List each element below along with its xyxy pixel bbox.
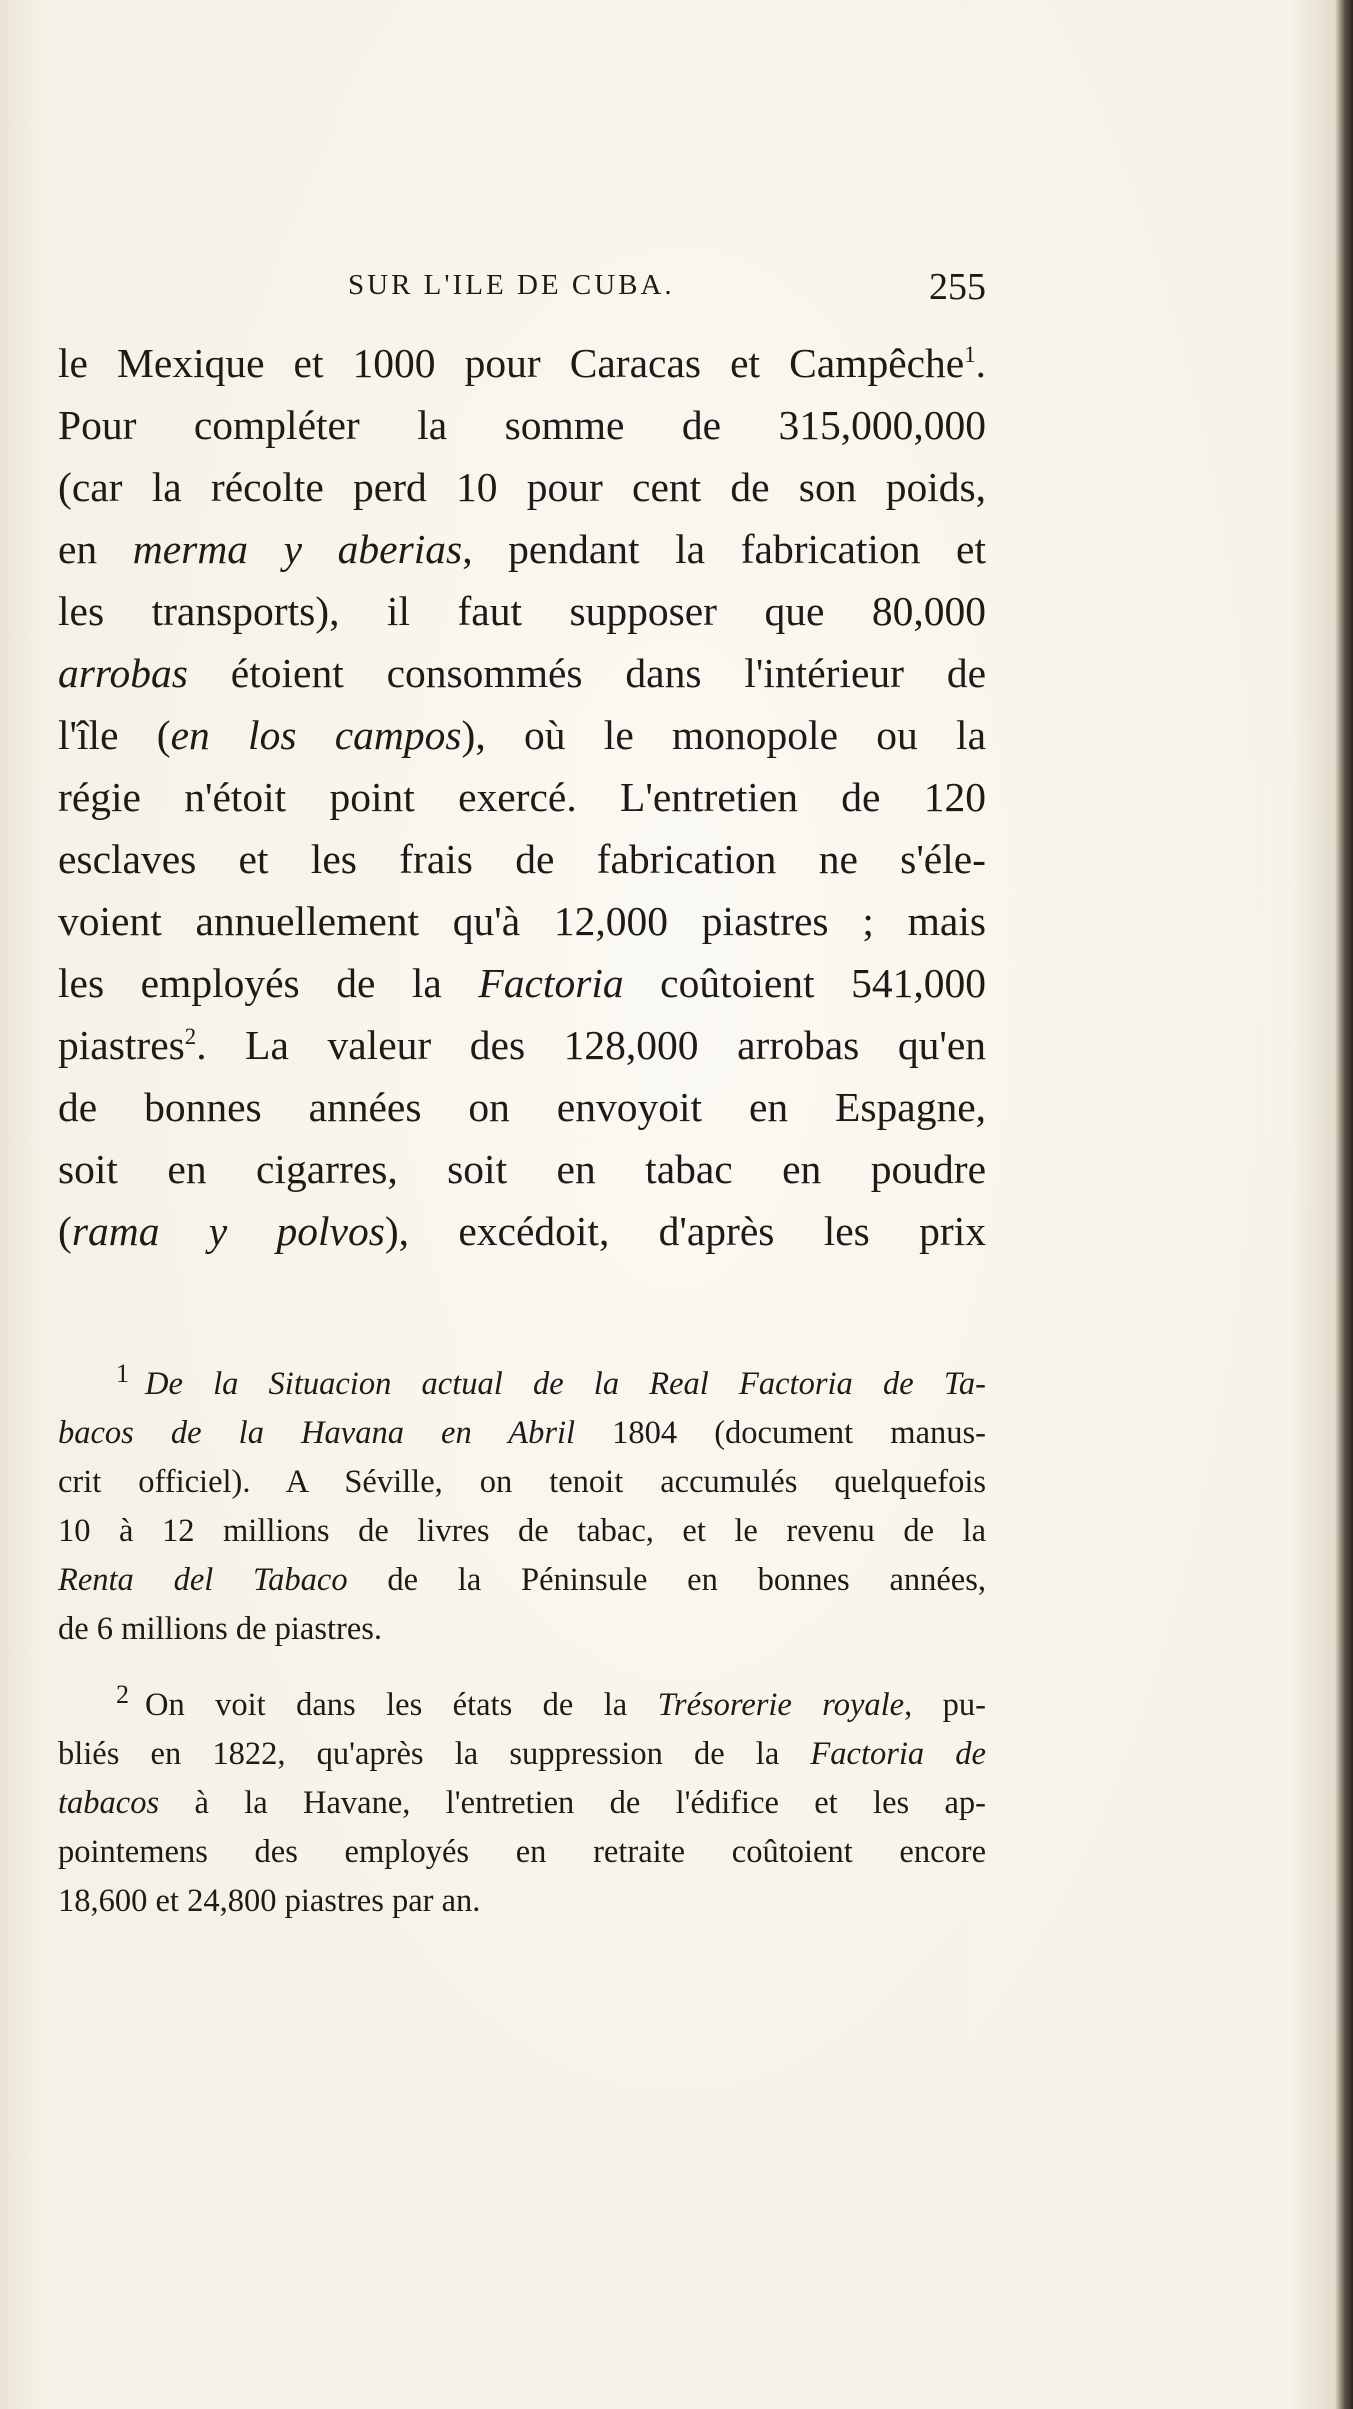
text-line	[58, 456, 986, 518]
text-run: les employés de la	[58, 960, 479, 1006]
footnotes	[58, 1360, 986, 1926]
text-run: Pour compléter la somme de 315,000,000	[58, 402, 986, 448]
text-run: voient annuellement qu'à 12,000 piastres ; mais	[58, 898, 986, 944]
footnote	[58, 1360, 986, 1654]
footnote-line	[58, 1556, 986, 1605]
text-run: soit en cigarres, soit en tabac en poudre	[58, 1146, 986, 1192]
text-line	[58, 766, 986, 828]
text-line	[58, 952, 986, 1014]
footnote-spacer	[58, 1654, 986, 1681]
text-run: 1804 (document manus-	[575, 1415, 986, 1451]
footnote-number: 1	[116, 1359, 129, 1389]
text-line	[58, 704, 986, 766]
footnote-line	[58, 1360, 986, 1409]
text-run: esclaves et les frais de fabrication ne s'éle-	[58, 836, 986, 882]
italic-text: De la Situacion actual de la Real Factoria de Ta-	[145, 1366, 986, 1402]
italic-text: merma y aberias	[132, 526, 463, 572]
footnote-line	[58, 1409, 986, 1458]
text-run: On voit dans les états de la	[145, 1687, 658, 1723]
text-line	[58, 890, 986, 952]
text-run: , pu-	[904, 1687, 986, 1723]
italic-text: Renta del Tabaco	[58, 1562, 348, 1598]
footnote-line	[58, 1779, 986, 1828]
text-run: 10 à 12 millions de livres de tabac, et le revenu de la	[58, 1513, 986, 1549]
italic-text: Trésorerie royale	[657, 1687, 905, 1723]
text-run: bliés en 1822, qu'après la suppression de la	[58, 1736, 811, 1772]
italic-text: en los campos	[170, 712, 462, 758]
footnote-number: 2	[116, 1680, 129, 1710]
text-line	[58, 1014, 986, 1076]
footnote-marker	[116, 1680, 129, 1723]
text-line	[58, 332, 986, 394]
text-line	[58, 580, 986, 642]
text-line	[58, 1076, 986, 1138]
footnote-line	[58, 1507, 986, 1556]
page-header	[58, 265, 986, 315]
text-run: en	[58, 526, 133, 572]
italic-text: arrobas	[58, 650, 188, 696]
text-line	[58, 642, 986, 704]
italic-text: Factoria	[478, 960, 624, 1006]
text-line	[58, 1138, 986, 1200]
text-run: .	[975, 340, 986, 386]
footnote-reference: 2	[184, 1024, 197, 1050]
text-line	[58, 394, 986, 456]
text-run: les transports), il faut supposer que 80,000	[58, 588, 986, 634]
italic-text: tabacos	[58, 1785, 160, 1821]
text-run: crit officiel). A Séville, on tenoit accumulés quelquefois	[58, 1464, 986, 1500]
text-run: régie n'étoit point exercé. L'entretien de 120	[58, 774, 986, 820]
text-run: ), où le monopole ou la	[461, 712, 987, 758]
text-run: le Mexique et 1000 pour Caracas et Campêche	[58, 340, 965, 386]
text-run: (car la récolte perd 10 pour cent de son poids,	[58, 464, 986, 510]
text-run: 18,600 et 24,800 piastres par an.	[58, 1883, 481, 1919]
italic-text: bacos de la Havana en Abril	[58, 1415, 576, 1451]
main-text	[58, 332, 986, 1262]
text-line	[58, 518, 986, 580]
text-run: à la Havane, l'entretien de l'édifice et les ap-	[159, 1785, 986, 1821]
text-line	[58, 828, 986, 890]
italic-text: Factoria de	[810, 1736, 986, 1772]
text-run: de 6 millions de piastres.	[58, 1611, 383, 1647]
text-run: . La valeur des 128,000 arrobas qu'en	[196, 1022, 986, 1068]
text-run: , pendant la fabrication et	[462, 526, 986, 572]
footnote-line	[58, 1458, 986, 1507]
footnote-line	[58, 1730, 986, 1779]
text-line	[58, 1200, 986, 1262]
footnote-marker	[116, 1359, 129, 1402]
text-run: l'île (	[58, 712, 171, 758]
footnote-line	[58, 1828, 986, 1877]
text-run: ), excédoit, d'après les prix	[384, 1208, 986, 1254]
text-run: piastres	[58, 1022, 185, 1068]
footnote-line	[58, 1605, 986, 1654]
text-run: de la Péninsule en bonnes années,	[347, 1562, 987, 1598]
italic-text: rama y polvos	[71, 1208, 385, 1254]
footnote	[58, 1681, 986, 1926]
page-number: 255	[929, 266, 986, 308]
running-head: SUR L'ILE DE CUBA.	[348, 269, 675, 301]
footnote-line	[58, 1877, 986, 1926]
text-run: (	[58, 1208, 72, 1254]
text-run: pointemens des employés en retraite coûtoient encore	[58, 1834, 986, 1870]
text-run: coûtoient 541,000	[623, 960, 986, 1006]
footnote-line	[58, 1681, 986, 1730]
footnote-reference: 1	[964, 342, 976, 368]
text-run: étoient consommés dans l'intérieur de	[187, 650, 986, 696]
text-run: de bonnes années on envoyoit en Espagne,	[58, 1084, 986, 1130]
